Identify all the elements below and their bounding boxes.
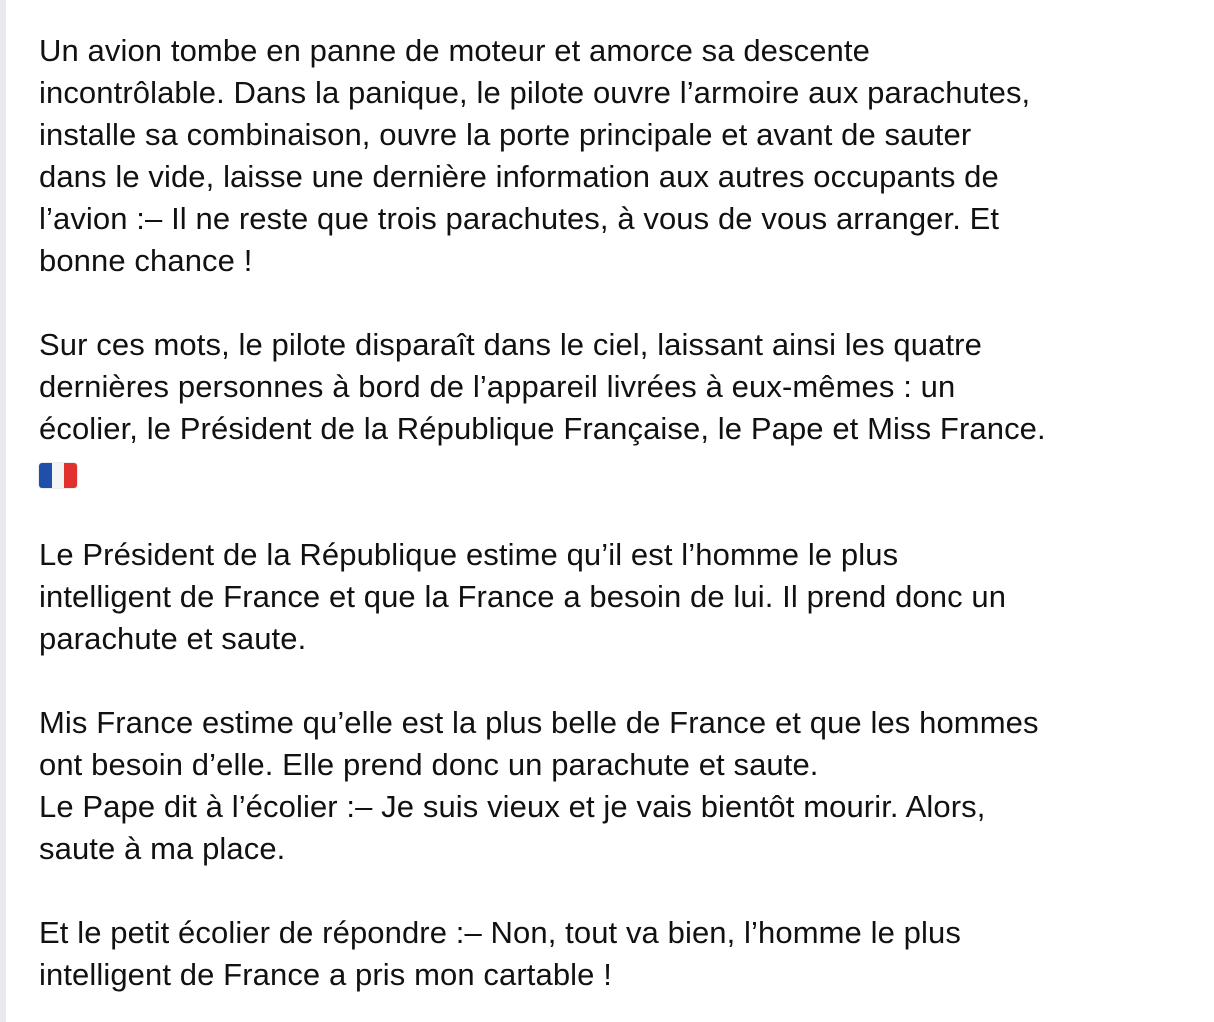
text-line: ont besoin d’elle. Elle prend donc un parachute et saute.	[39, 747, 819, 782]
flag-stripe-white	[52, 463, 65, 488]
text-line: dans le vide, laisse une dernière information aux autres occupants de	[39, 159, 999, 194]
text-line: Et le petit écolier de répondre :– Non, tout va bien, l’homme le plus	[39, 915, 961, 950]
paragraph-4	[39, 702, 1199, 870]
flag-stripe-blue	[39, 463, 52, 488]
text-line: intelligent de France et que la France a besoin de lui. Il prend donc un	[39, 579, 1007, 614]
post-body	[39, 30, 1199, 1022]
text-line: l’avion :– Il ne reste que trois parachutes, à vous de vous arranger. Et	[39, 201, 1000, 236]
flag-line	[39, 450, 1199, 492]
left-edge-divider	[0, 0, 6, 1022]
text-line: Le Pape dit à l’écolier :– Je suis vieux et je vais bientôt mourir. Alors,	[39, 789, 986, 824]
text-line: incontrôlable. Dans la panique, le pilote ouvre l’armoire aux parachutes,	[39, 75, 1031, 110]
paragraph-1	[39, 30, 1199, 282]
text-line: Mis France estime qu’elle est la plus belle de France et que les hommes	[39, 705, 1039, 740]
france-flag-icon	[39, 463, 77, 488]
text-line: parachute et saute.	[39, 621, 307, 656]
text-line: Un avion tombe en panne de moteur et amorce sa descente	[39, 33, 870, 68]
paragraph-3	[39, 534, 1199, 660]
paragraph-5	[39, 912, 1199, 996]
text-line: installe sa combinaison, ouvre la porte principale et avant de sauter	[39, 117, 972, 152]
text-line: intelligent de France a pris mon cartable !	[39, 957, 612, 992]
text-line: écolier, le Président de la République Française, le Pape et Miss France.	[39, 411, 1046, 446]
text-line: Sur ces mots, le pilote disparaît dans le ciel, laissant ainsi les quatre	[39, 327, 982, 362]
paragraph-2	[39, 324, 1199, 492]
text-line: saute à ma place.	[39, 831, 286, 866]
text-line: bonne chance !	[39, 243, 253, 278]
text-line: dernières personnes à bord de l’appareil livrées à eux-mêmes : un	[39, 369, 956, 404]
text-line: Le Président de la République estime qu’il est l’homme le plus	[39, 537, 899, 572]
flag-stripe-red	[64, 463, 77, 488]
